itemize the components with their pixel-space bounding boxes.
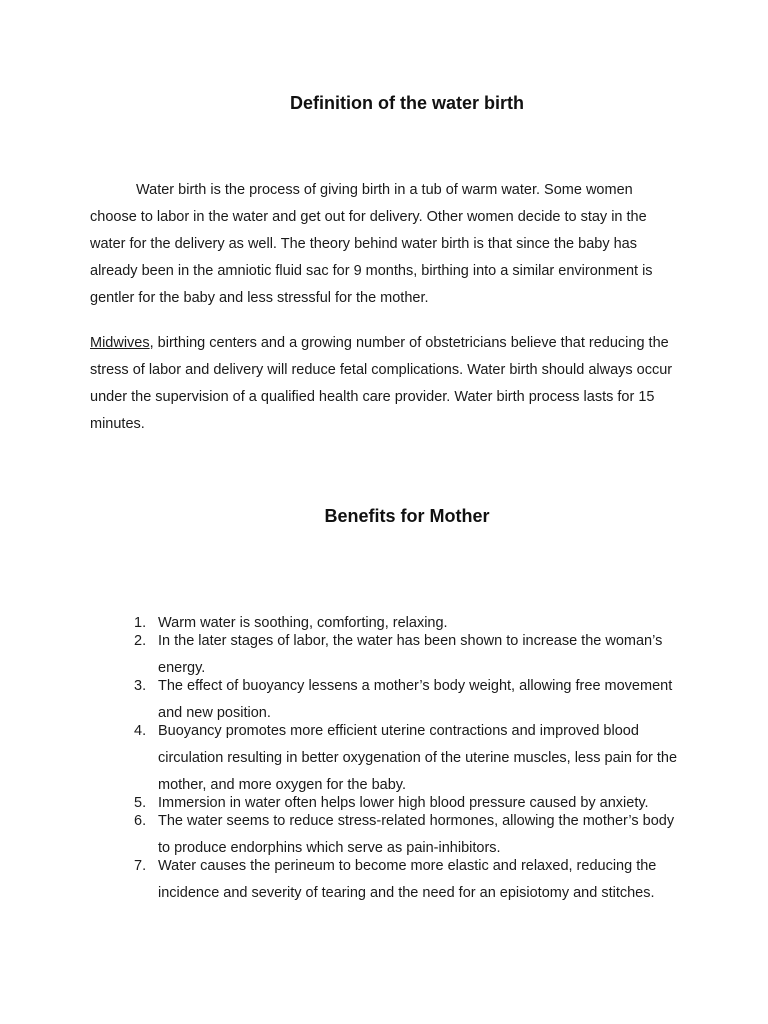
list-item-number: 6. (134, 813, 147, 829)
list-item-text: The effect of buoyancy lessens a mother’s body weight, allowing free movement and new position. (158, 678, 673, 721)
list-item (90, 718, 680, 799)
list-item-text: The water seems to reduce stress-related hormones, allowing the mother’s body to produce endorphins which serve as pain-inhibitors. (158, 813, 675, 856)
section-title-definition: Definition of the water birth (290, 93, 524, 113)
list-item-text: Buoyancy promotes more efficient uterine contractions and improved blood circulation resulting in better oxygenation of the uterine muscles, less pain for the mother, and more oxygen for the baby. (158, 723, 678, 793)
list-item-text: Immersion in water often helps lower high blood pressure caused by anxiety. (158, 795, 649, 811)
paragraph-intro: Water birth is the process of giving birth in a tub of warm water. Some women choose to labor in the water and get out for delivery. Other women decide to stay in the water for the delivery as well. The theory behind water birth is that since the baby has already been in the amniotic fluid sac for 9 months, birthing into a similar environment is gentler for the baby and less stressful for the mother. (90, 182, 653, 306)
list-item-number: 3. (134, 678, 147, 694)
list-item-text: Water causes the perineum to become more elastic and relaxed, reducing the incidence and severity of tearing and the need for an episiotomy and stitches. (158, 858, 657, 901)
list-item-number: 2. (134, 633, 147, 649)
list-item-number: 5. (134, 795, 147, 811)
list-item-text: Warm water is soothing, comforting, relaxing. (158, 615, 448, 631)
list-item-number: 1. (134, 615, 147, 631)
midwives-link[interactable]: Midwives (90, 335, 150, 351)
paragraph-midwives-text: , birthing centers and a growing number of obstetricians believe that reducing the stress of labor and delivery will reduce fetal complications. Water birth should always occur under the supervision of a qualified health care provider. Water birth process lasts for 15 minutes. (90, 335, 673, 432)
section-title-benefits: Benefits for Mother (324, 506, 490, 526)
list-item (90, 853, 680, 907)
list-item-number: 7. (134, 858, 147, 874)
list-item-text: In the later stages of labor, the water has been shown to increase the woman’s energy. (158, 633, 663, 676)
paragraph-midwives (90, 330, 680, 438)
benefits-list (90, 610, 680, 907)
list-item-number: 4. (134, 723, 147, 739)
